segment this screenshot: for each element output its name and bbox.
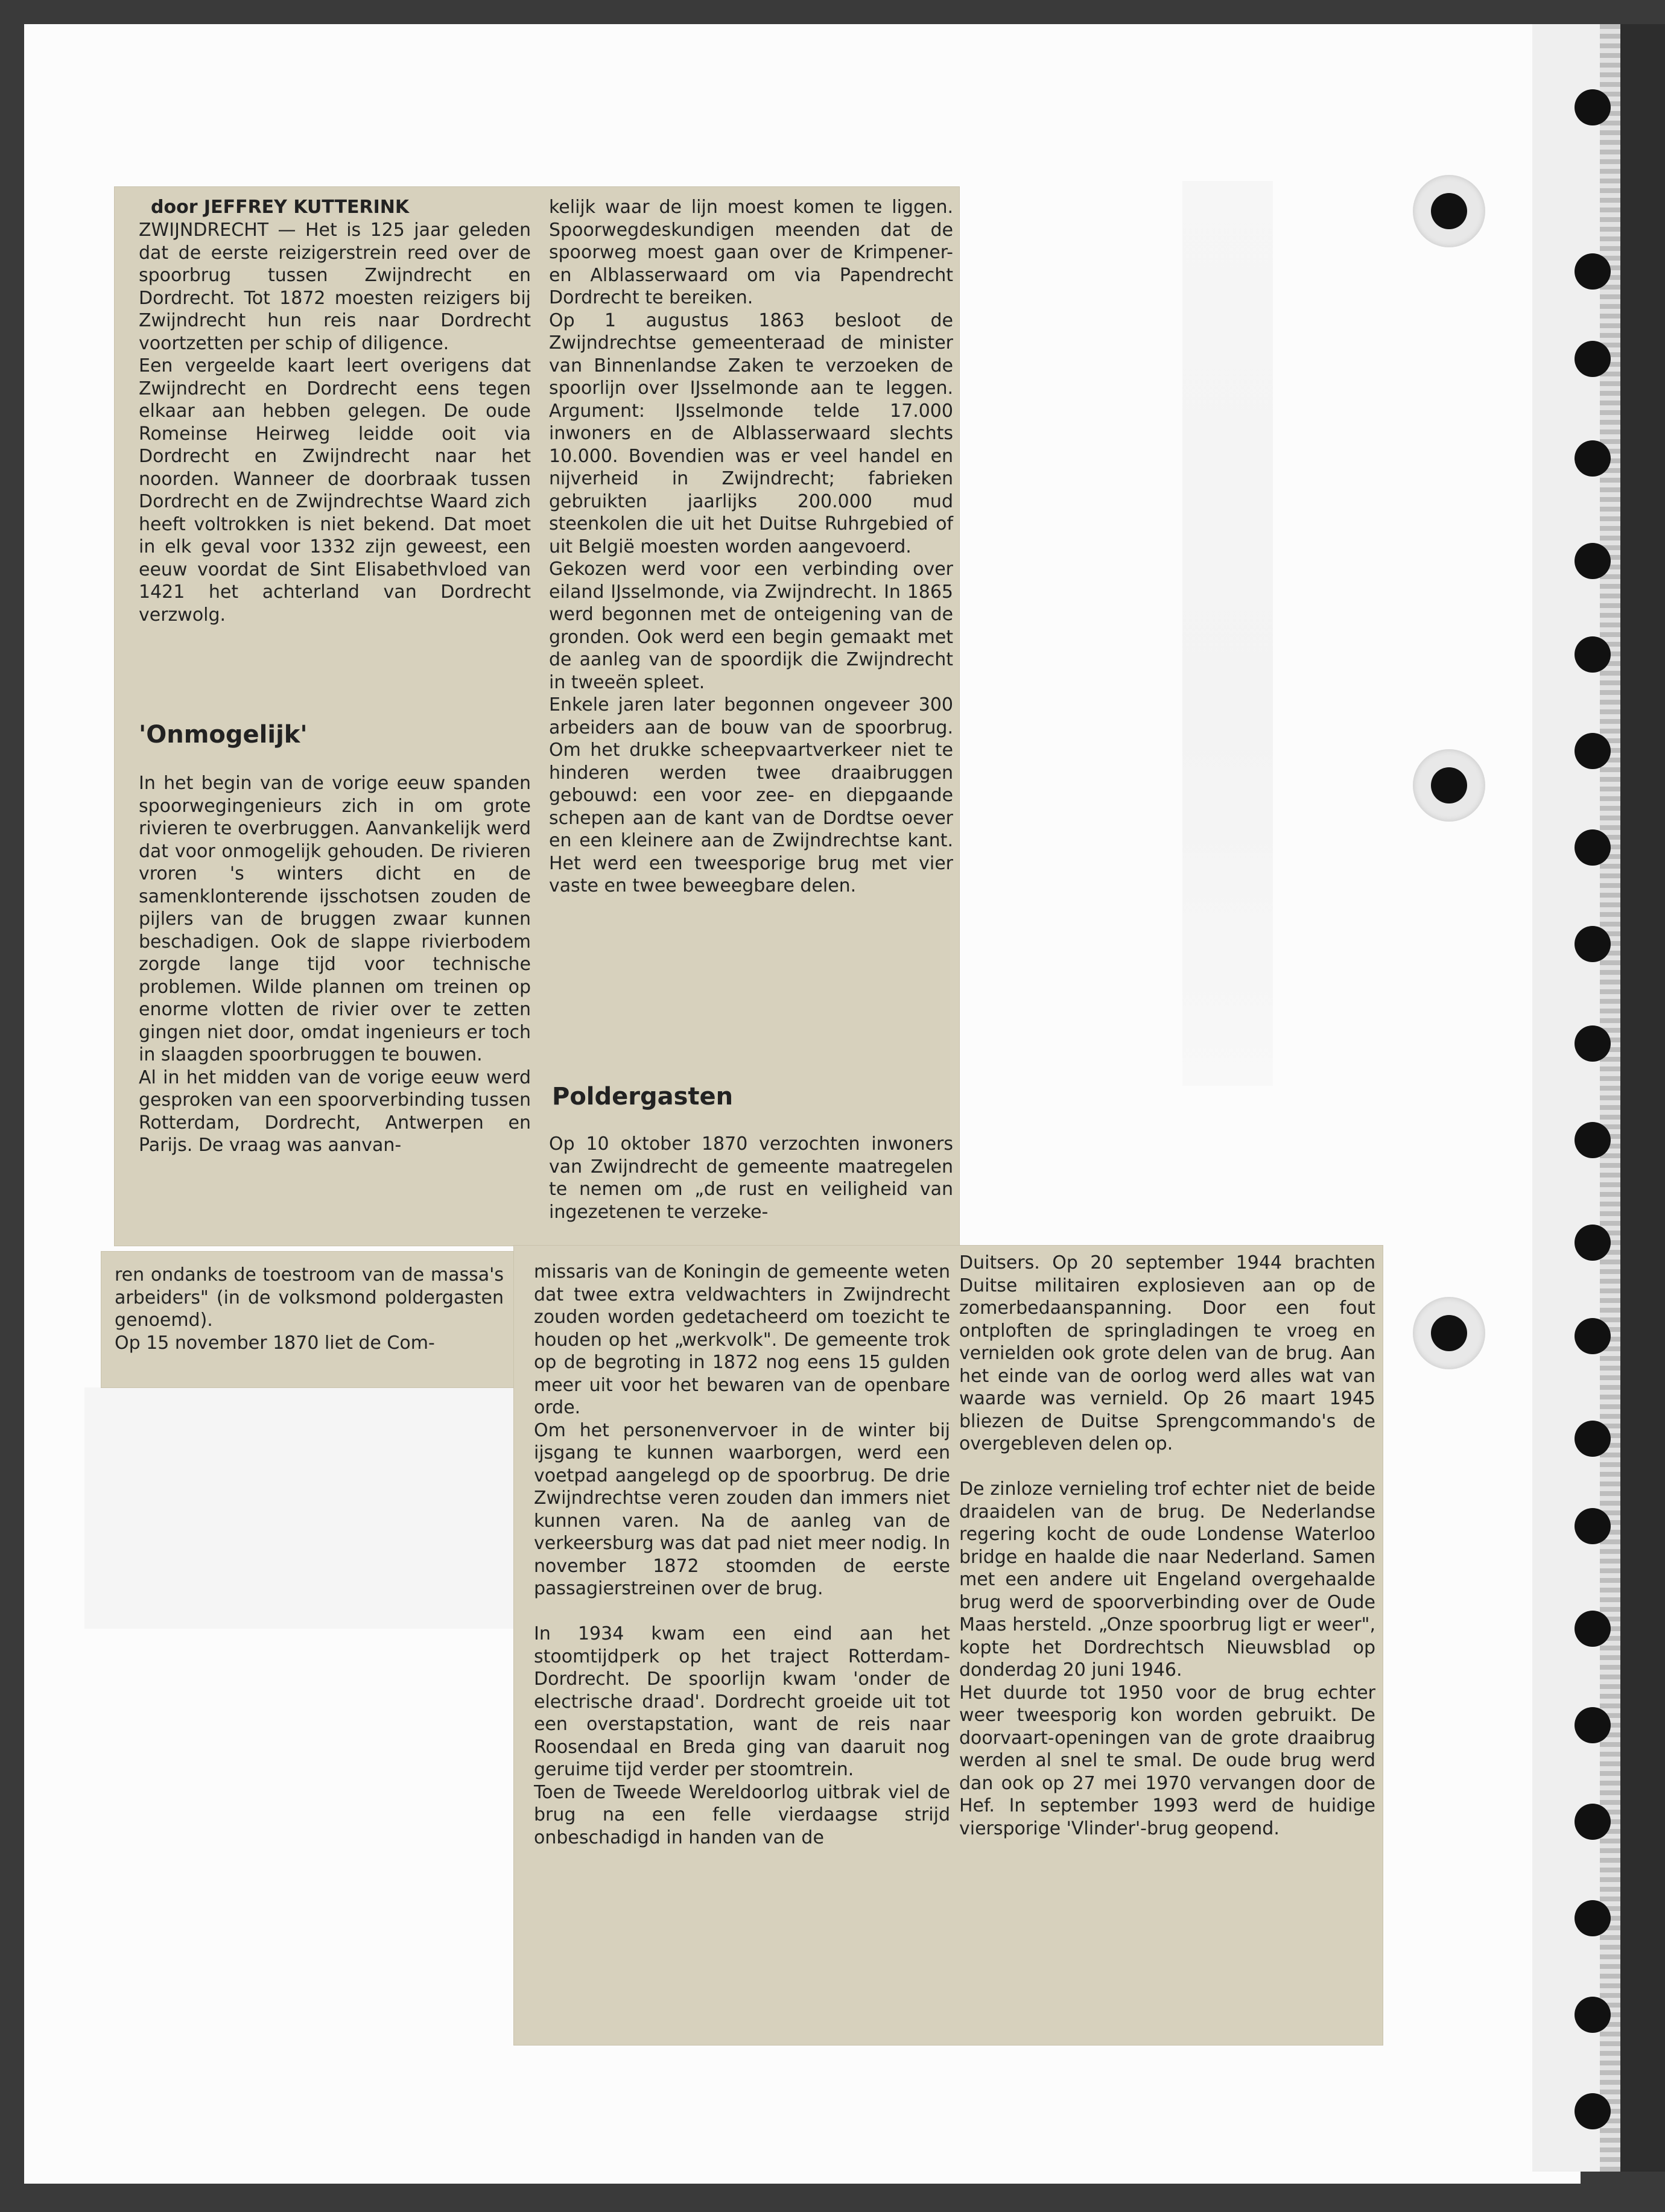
article-column-4: Duitsers. Op 20 september 1944 brachten Duitse militairen explosieven aan op de zomerbedaanspanning. Door een fout ontploften de springladingen te vroeg en vernielden ook grote delen van de brug. Aan het einde van de oorlog werd alles wat van waarde was vernield. Op 26 maart 1945 bliezen de Duitse Sprengcommando's de overgebleven delen op. De zinloze vernieling trof echter niet de beide draaidelen van de brug. De Nederlandse regering kocht de oude Londense Waterloo bridge en haalde die naar Nederland. Samen met een andere uit Engeland overgehaalde brug werd de spoorverbinding over de Oude Maas hersteld. „Onze spoorbrug ligt er weer", kopte het Dordrechtsch Nieuwsblad op donderdag 20 juni 1946. Het duurde tot 1950 voor de brug echter weer tweesporig kon worden gebruikt. De doorvaart-openingen van de grote draaibrug werden al snel te smal. De oude brug werd dan ook op 27 mei 1970 vervangen door de Hef. In september 1993 werd de huidige viersporige 'Vlinder'-brug geopend. [959,1252,1375,1839]
article-column-3: missaris van de Koningin de gemeente weten dat twee extra veldwachters in Zwijndrecht zouden worden gedetacheerd om toezicht te houden op het „werkvolk". De gemeente trok op de begroting in 1872 nog eens 15 gulden meer uit voor het bewaren van de openbare orde. Om het personenvervoer in de winter bij ijsgang te kunnen waarborgen, werd een voetpad aangelegd op de spoorbrug. De drie Zwijndrechtse veren zouden dan immers niet kunnen varen. Na de aanleg van de verkeersburg was dat pad niet meer nodig. In november 1872 stoomden de eerste passagierstreinen over de brug. In 1934 kwam een eind aan het stoomtijdperk op het traject Rotterdam-Dordrecht. De spoorlijn kwam 'onder de electrische draad'. Dordrecht groeide uit tot een overstapstation, want de reis naar Roosendaal en Breda ging van daaruit nog geruime tijd verder per stoomtrein. Toen de Tweede Wereldoorlog uitbrak viel de brug na een felle vierdaagse strijd onbeschadigd in handen van de [534,1261,950,1848]
punch-hole [1575,1225,1611,1261]
punch-hole [1575,341,1611,377]
punch-hole [1575,1997,1611,2033]
article-column-2a: kelijk waar de lijn moest komen te liggen. Spoorwegdeskundigen meenden dat de spoorweg moest gaan over de Krimpener- en Alblasserwaard om via Papendrecht Dordrecht te bereiken. Op 1 augustus 1863 besloot de Zwijndrechtse gemeenteraad de minister van Binnenlandse Zaken te verzoeken de spoorlijn over IJsselmonde aan te leggen. Argument: IJsselmonde telde 17.000 inwoners en de Alblasserwaard slechts 10.000. Bovendien was er veel handel en nijverheid in Zwijndrecht; fabrieken gebruikten jaarlijks 200.000 mud steenkolen die uit het Duitse Ruhrgebied of uit België moesten worden aangevoerd. Gekozen werd voor een verbinding over eiland IJsselmonde, via Zwijndrecht. In 1865 werd begonnen met de onteigening van de gronden. Ook werd een begin gemaakt met de aanleg van de spoordijk die Zwijndrecht in tweeën spleet. Enkele jaren later begonnen ongeveer 300 arbeiders aan de bouw van de spoorbrug. Om het drukke scheepvaartverkeer niet te hinderen werden twee draaibruggen gebouwd: een voor zee- en diepgaande schepen aan de kant van de Dordtse oever en een kleinere aan de Zwijndrechtse kant. Het werd een tweesporige brug met vier vaste en twee beweegbare delen. [549,197,953,896]
reinforced-punch-hole [1413,175,1485,247]
punch-hole [1575,253,1611,290]
punch-hole [1575,1804,1611,1840]
byline: door JEFFREY KUTTERINK [151,197,410,218]
subheading-poldergasten: Poldergasten [552,1083,734,1111]
punch-hole [1575,1025,1611,1062]
reinforced-punch-hole [1413,1297,1485,1369]
punch-hole [1575,1508,1611,1544]
punch-hole [1575,543,1611,579]
punch-hole [1575,1611,1611,1647]
punch-hole [1575,1900,1611,1936]
punch-hole [1575,2093,1611,2129]
ghost-print-through [1182,181,1273,1086]
article-column-1b: In het begin van de vorige eeuw spanden spoorwegingenieurs zich in om grote rivieren te overbruggen. Aanvankelijk werd dat voor onmogelijk gehouden. De rivieren vroren 's winters dicht en de samenklonterende ijsschotsen zouden de pijlers van de bruggen zwaar kunnen beschadigen. Ook de slappe rivierbodem zorgde lange tijd voor technische problemen. Wilde plannen om treinen op enorme vlotten de rivier over te zetten gingen niet door, omdat ingenieurs er toch in slaagden spoorbruggen te bouwen. Al in het midden van de vorige eeuw werd gesproken van een spoorverbinding tussen Rotterdam, Dordrecht, Antwerpen en Parijs. De vraag was aanvan- [139,773,531,1156]
punch-hole [1575,1122,1611,1158]
ghost-print-through-left [84,1387,519,1629]
article-column-1c: ren ondanks de toestroom van de massa's arbeiders" (in de volksmond poldergasten genoemd). Op 15 november 1870 liet de Com- [115,1264,504,1354]
punch-hole [1575,733,1611,769]
punch-hole [1575,636,1611,673]
punch-hole [1431,767,1467,803]
punch-hole [1575,89,1611,125]
punch-hole [1431,193,1467,229]
subheading-onmogelijk: 'Onmogelijk' [139,721,308,749]
punch-hole [1575,440,1611,477]
punch-hole [1575,829,1611,866]
punch-hole [1575,1707,1611,1743]
binder-edge [1620,24,1665,2172]
punch-hole [1575,1318,1611,1354]
article-column-1a: ZWIJNDRECHT — Het is 125 jaar geleden dat de eerste reizigerstrein reed over de spoorbrug tussen Zwijndrecht en Dordrecht. Tot 1872 moesten reizigers bij Zwijndrecht hun reis naar Dordrecht voortzetten per schip of diligence. Een vergeelde kaart leert overigens dat Zwijndrecht en Dordrecht eens tegen elkaar aan hebben gelegen. De oude Romeinse Heirweg leidde ooit via Dordrecht en Zwijndrecht naar het noorden. Wanneer de doorbraak tussen Dordrecht en de Zwijndrechtse Waard zich heeft voltrokken is niet bekend. Dat moet in elk geval voor 1332 zijn geweest, een eeuw voordat de Sint Elisabethvloed van 1421 het achterland van Dordrecht verzwolg. [139,220,531,626]
punch-hole [1431,1315,1467,1351]
reinforced-punch-hole [1413,749,1485,822]
article-column-2b: Op 10 oktober 1870 verzochten inwoners van Zwijndrecht de gemeente maatregelen te nemen om „de rust en veiligheid van ingezetenen te verzeke- [549,1133,953,1223]
punch-hole [1575,1421,1611,1457]
punch-hole [1575,926,1611,962]
